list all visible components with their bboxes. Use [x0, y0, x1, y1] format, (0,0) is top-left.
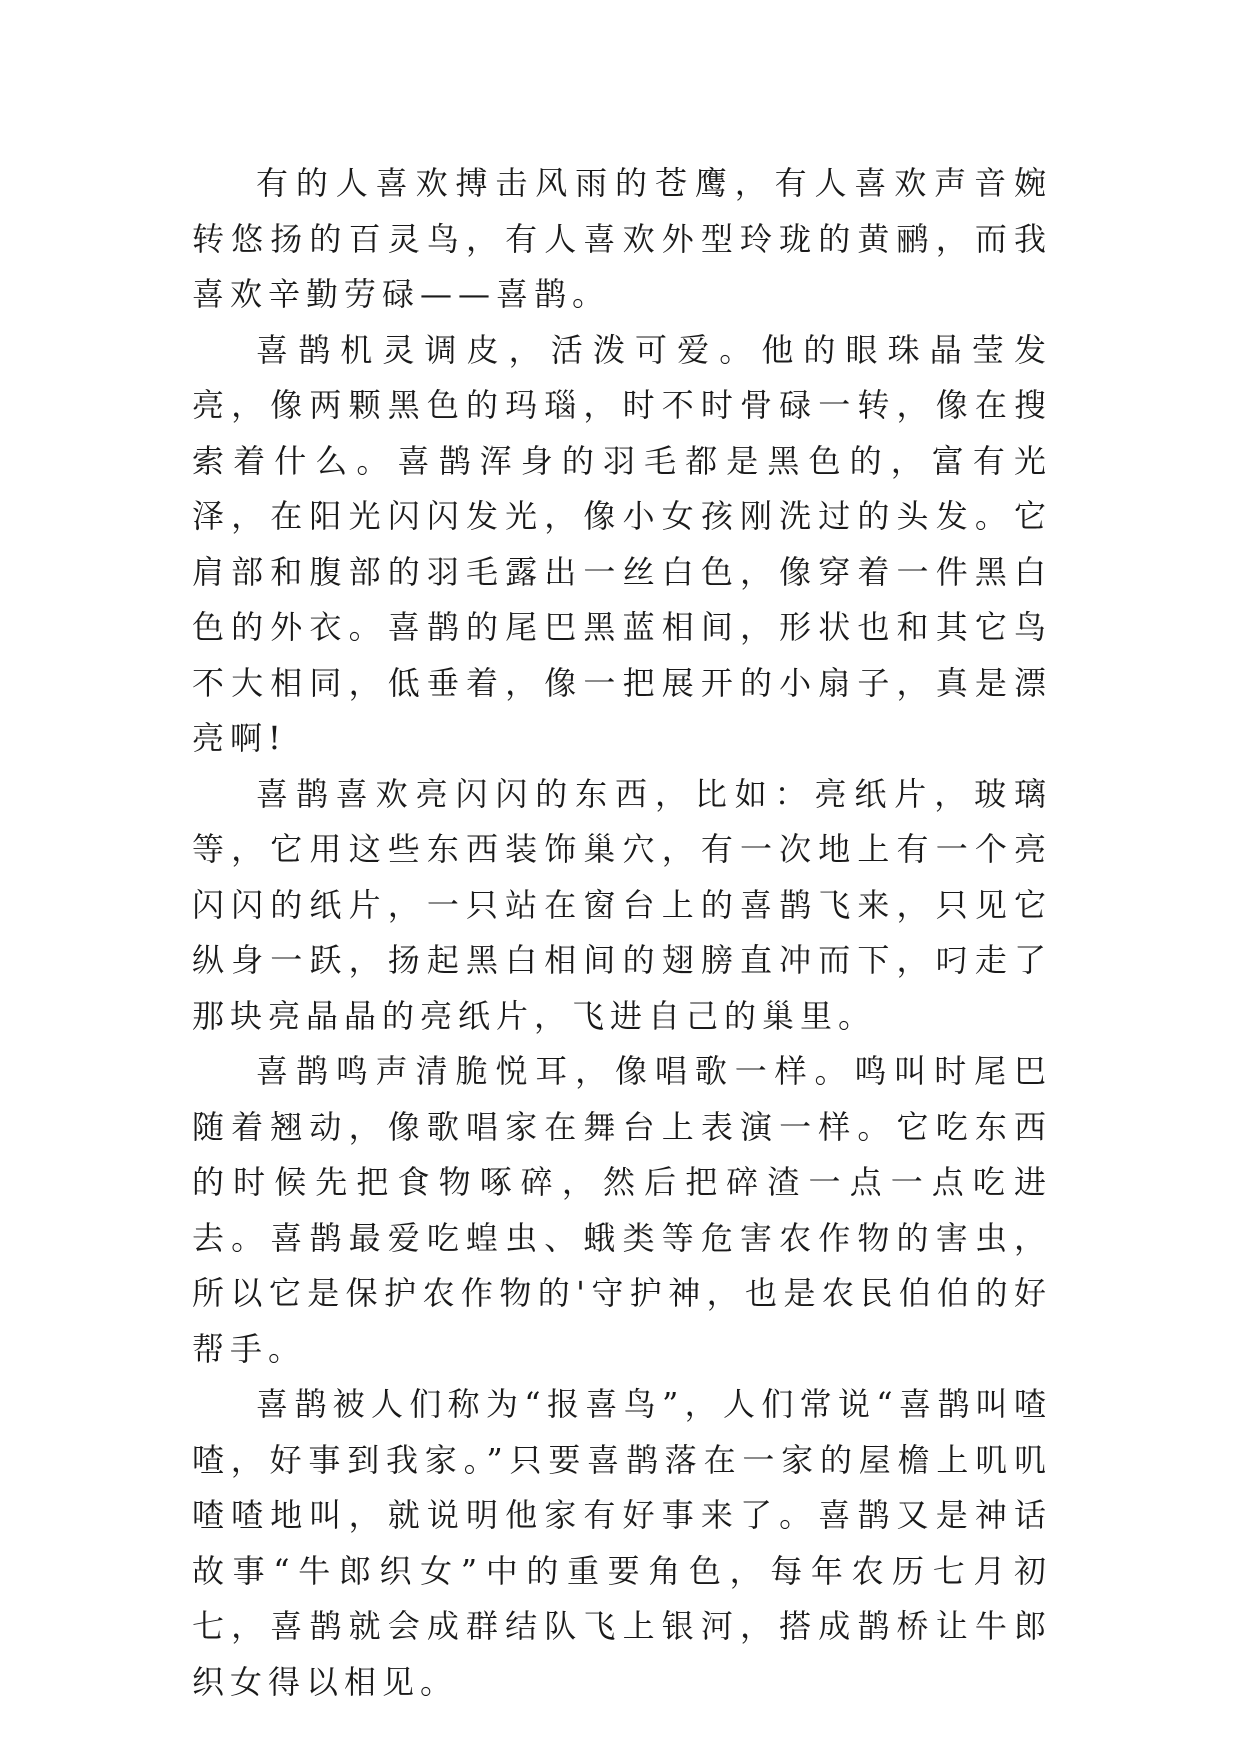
- paragraph-5: 喜鹊被人们称为“报喜鸟”，人们常说“喜鹊叫喳喳，好事到我家。”只要喜鹊落在一家的屋檐上叽叽喳喳地叫，就说明他家有好事来了。喜鹊又是神话故事“牛郎织女”中的重要角色，每年农历七月初七，喜鹊就会成群结队飞上银河，搭成鹊桥让牛郎织女得以相见。: [192, 1385, 1052, 1701]
- paragraph-2: 喜鹊机灵调皮，活泼可爱。他的眼珠晶莹发亮，像两颗黑色的玛瑙，时不时骨碌一转，像在搜索着什么。喜鹊浑身的羽毛都是黑色的，富有光泽，在阳光闪闪发光，像小女孩刚洗过的头发。它肩部和腹部的羽毛露出一丝白色，像穿着一件黑白色的外衣。喜鹊的尾巴黑蓝相间，形状也和其它鸟不大相同，低垂着，像一把展开的小扇子，真是漂亮啊!: [192, 330, 1052, 757]
- paragraph-1: 有的人喜欢搏击风雨的苍鹰，有人喜欢声音婉转悠扬的百灵鸟，有人喜欢外型玲珑的黄鹂，而我喜欢辛勤劳碌——喜鹊。: [192, 164, 1052, 313]
- paragraph-3: 喜鹊喜欢亮闪闪的东西，比如：亮纸片，玻璃等，它用这些东西装饰巢穴，有一次地上有一个亮闪闪的纸片，一只站在窗台上的喜鹊飞来，只见它纵身一跃，扬起黑白相间的翅膀直冲而下，叼走了那块亮晶晶的亮纸片，飞进自己的巢里。: [192, 774, 1052, 1035]
- document-body: [192, 156, 1052, 1710]
- paragraph-4: 喜鹊鸣声清脆悦耳，像唱歌一样。鸣叫时尾巴随着翘动，像歌唱家在舞台上表演一样。它吃东西的时候先把食物啄碎，然后把碎渣一点一点吃进去。喜鹊最爱吃蝗虫、蛾类等危害农作物的害虫，所以它是保护农作物的'守护神，也是农民伯伯的好帮手。: [192, 1052, 1052, 1368]
